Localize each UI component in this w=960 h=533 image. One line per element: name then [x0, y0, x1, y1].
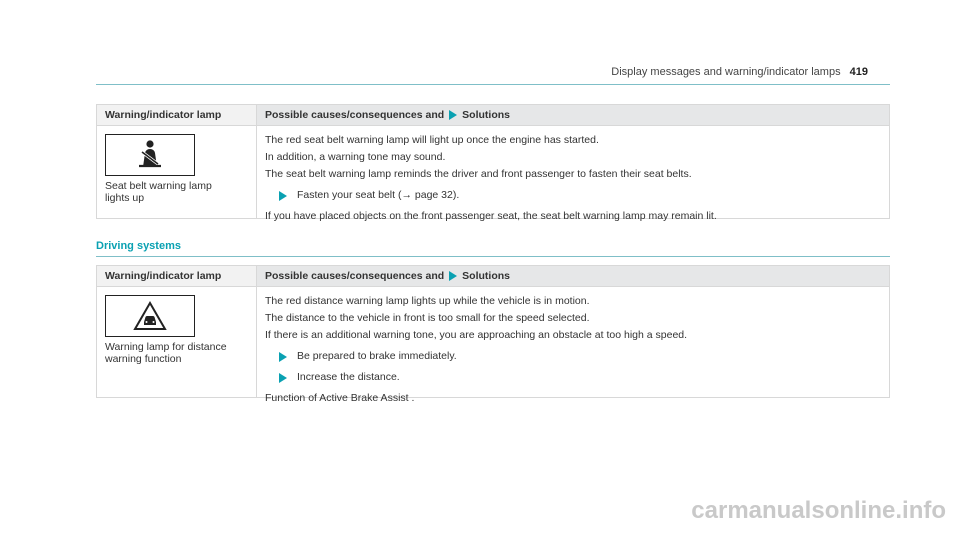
header-causes: Possible causes/consequences and Solutions	[257, 266, 889, 286]
arrow-icon	[279, 352, 287, 362]
table-header	[97, 105, 889, 126]
causes-cell	[257, 126, 889, 222]
header-lamp: Warning/indicator lamp	[97, 105, 257, 125]
seatbelt-warning-icon	[105, 134, 195, 176]
lamp-cell	[97, 126, 257, 218]
section-title: Driving systems	[96, 240, 181, 252]
distance-table	[96, 265, 890, 404]
cause-line: The red distance warning lamp lights up while the vehicle is in motion.	[265, 295, 590, 307]
page-header	[611, 66, 868, 78]
lamp-caption: Seat belt warning lamp lights up	[105, 180, 212, 204]
header-title: Display messages and warning/indicator lamps	[611, 66, 841, 78]
header-lamp: Warning/indicator lamp	[97, 266, 257, 286]
solution-step: Fasten your seat belt (→ page 32).	[279, 187, 881, 204]
arrow-icon	[449, 271, 457, 281]
lamp-cell	[97, 287, 257, 397]
causes-cell	[257, 287, 889, 404]
cause-line: The red seat belt warning lamp will light up once the engine has started.	[265, 134, 599, 146]
arrow-icon	[279, 373, 287, 383]
distance-warning-triangle-icon	[105, 295, 195, 337]
arrow-icon	[279, 191, 287, 201]
arrow-icon	[449, 110, 457, 120]
section-divider	[96, 256, 890, 257]
header-divider	[96, 84, 890, 85]
solution-step: Increase the distance.	[279, 369, 881, 386]
page-number: 419	[849, 66, 868, 78]
table-row	[97, 287, 889, 404]
cause-line: If there is an additional warning tone, you are approaching an obstacle at too high a speed.	[265, 329, 688, 341]
solution-step: Be prepared to brake immediately.	[279, 348, 881, 365]
header-causes: Possible causes/consequences and Solutions	[257, 105, 889, 125]
note-line: If you have placed objects on the front passenger seat, the seat belt warning lamp may remain lit.	[265, 210, 717, 222]
lamp-caption: Warning lamp for distance warning function	[105, 341, 227, 365]
cause-line: In addition, a warning tone may sound.	[265, 151, 446, 163]
cause-line: The distance to the vehicle in front is too small for the speed selected.	[265, 312, 590, 324]
cause-line: The seat belt warning lamp reminds the driver and front passenger to fasten their seat belts.	[265, 168, 692, 180]
table-row	[97, 126, 889, 222]
note-line: Function of Active Brake Assist .	[265, 392, 415, 404]
seatbelt-table	[96, 104, 890, 222]
table-header	[97, 266, 889, 287]
watermark: carmanualsonline.info	[691, 497, 946, 524]
